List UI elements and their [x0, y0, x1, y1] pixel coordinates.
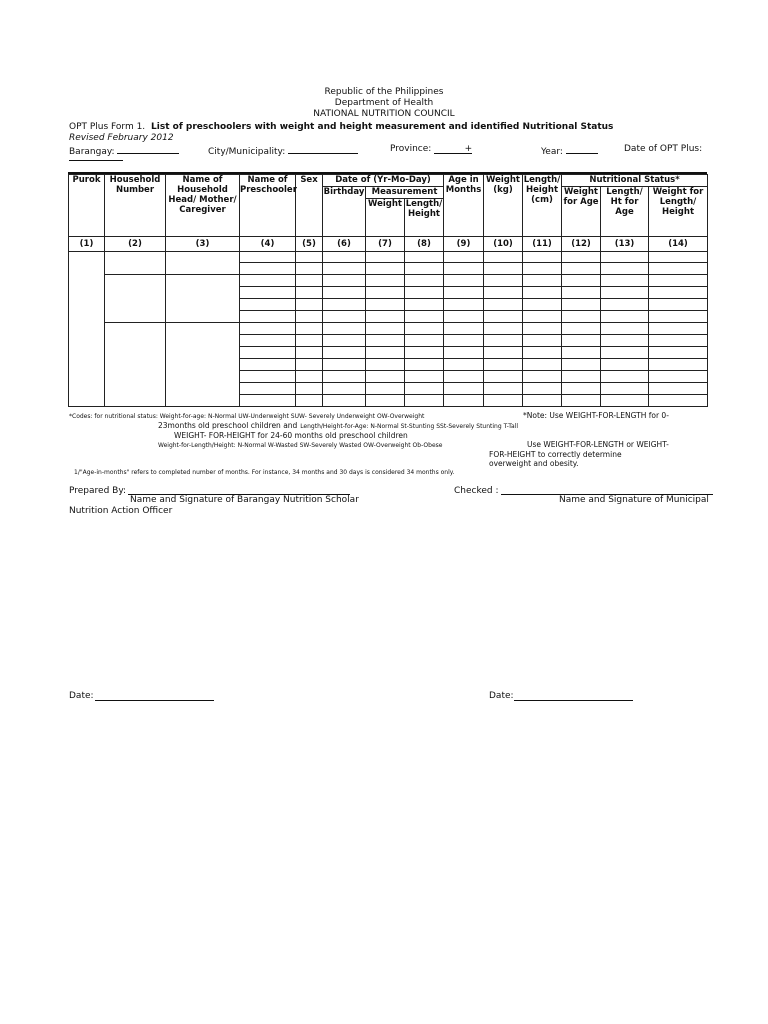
- province-label: Province:: [390, 144, 432, 154]
- household-number-cell[interactable]: [105, 323, 166, 407]
- col-number: (12): [562, 237, 601, 252]
- table-cell[interactable]: [240, 311, 296, 323]
- table-cell[interactable]: [649, 347, 708, 359]
- table-cell[interactable]: [405, 287, 444, 299]
- table-cell[interactable]: [323, 335, 366, 347]
- table-cell[interactable]: [444, 359, 484, 371]
- col-wfa: Weight for Age: [562, 187, 601, 237]
- table-cell[interactable]: [562, 287, 601, 299]
- opt-date-blank[interactable]: [69, 160, 123, 161]
- table-cell[interactable]: [323, 263, 366, 275]
- table-cell[interactable]: [444, 311, 484, 323]
- table-cell[interactable]: [405, 335, 444, 347]
- table-cell[interactable]: [405, 252, 444, 263]
- household-head-cell[interactable]: [166, 252, 240, 275]
- table-cell[interactable]: [366, 311, 405, 323]
- checked-row: [454, 486, 499, 497]
- table-cell[interactable]: [523, 347, 562, 359]
- household-head-cell[interactable]: [166, 323, 240, 407]
- table-cell[interactable]: [240, 299, 296, 311]
- table-cell[interactable]: [484, 323, 523, 335]
- table-cell[interactable]: [484, 287, 523, 299]
- table-cell[interactable]: [649, 299, 708, 311]
- col-number: (3): [166, 237, 240, 252]
- usage-note-3: WEIGHT- FOR-HEIGHT for 24-60 months old preschool children: [174, 431, 408, 440]
- table-cell[interactable]: [601, 383, 649, 395]
- usage-note-2: 23months old preschool children and: [158, 421, 298, 430]
- date-left-row: [69, 691, 94, 702]
- table-cell[interactable]: [405, 323, 444, 335]
- col-length-cm: Length/ Height (cm): [523, 175, 562, 237]
- table-cell[interactable]: [601, 263, 649, 275]
- col-number: (1): [69, 237, 105, 252]
- usage-note-4: Use WEIGHT-FOR-LENGTH or WEIGHT-: [527, 440, 669, 449]
- table-cell[interactable]: [601, 311, 649, 323]
- table-cell[interactable]: [562, 383, 601, 395]
- table-cell[interactable]: [484, 383, 523, 395]
- form-title-row: [69, 122, 613, 133]
- table-cell[interactable]: [240, 359, 296, 371]
- table-cell[interactable]: [523, 311, 562, 323]
- table-cell[interactable]: [366, 347, 405, 359]
- table-cell[interactable]: [240, 263, 296, 275]
- barangay-field[interactable]: [69, 144, 179, 158]
- table-cell[interactable]: [366, 395, 405, 407]
- year-label: Year:: [541, 147, 563, 157]
- table-cell[interactable]: [323, 347, 366, 359]
- col-birthday: Birthday: [323, 187, 366, 237]
- table-cell[interactable]: [444, 252, 484, 263]
- age-note: 1/"Age-in-months" refers to completed number of months. For instance, 34 months and 30 days is considered 34 months only.: [74, 469, 455, 476]
- table-cell[interactable]: [405, 347, 444, 359]
- table-cell[interactable]: [296, 252, 323, 263]
- col-number: (9): [444, 237, 484, 252]
- table-cell[interactable]: [240, 287, 296, 299]
- table-cell[interactable]: [562, 347, 601, 359]
- table-cell[interactable]: [649, 263, 708, 275]
- table-cell[interactable]: [296, 287, 323, 299]
- form-title: List of preschoolers with weight and height measurement and identified Nutritional Status: [151, 122, 614, 132]
- col-measurement: Measurement: [366, 187, 444, 199]
- table-cell[interactable]: [649, 335, 708, 347]
- purok-cell[interactable]: [69, 252, 105, 407]
- table-cell[interactable]: [649, 275, 708, 287]
- table-cell[interactable]: [484, 299, 523, 311]
- bns-caption: Name and Signature of Barangay Nutrition Scholar: [130, 495, 359, 505]
- table-cell[interactable]: [649, 383, 708, 395]
- table-cell[interactable]: [240, 371, 296, 383]
- table-cell[interactable]: [649, 371, 708, 383]
- table-cell[interactable]: [296, 275, 323, 287]
- table-cell[interactable]: [484, 347, 523, 359]
- table-cell[interactable]: [562, 359, 601, 371]
- table-cell[interactable]: [523, 263, 562, 275]
- date-right-label: Date:: [489, 691, 514, 701]
- table-cell[interactable]: [366, 323, 405, 335]
- col-number: (11): [523, 237, 562, 252]
- table-cell[interactable]: [444, 347, 484, 359]
- year-blank[interactable]: [566, 144, 598, 154]
- table-cell[interactable]: [562, 371, 601, 383]
- table-cell[interactable]: [649, 287, 708, 299]
- table-cell[interactable]: [323, 287, 366, 299]
- table-cell[interactable]: [444, 275, 484, 287]
- col-lfa: Length/ Ht for Age: [601, 187, 649, 237]
- table-cell[interactable]: [366, 383, 405, 395]
- table-cell[interactable]: [484, 359, 523, 371]
- table-cell[interactable]: [601, 395, 649, 407]
- col-number: (5): [296, 237, 323, 252]
- table-cell[interactable]: [523, 359, 562, 371]
- table-cell[interactable]: [523, 371, 562, 383]
- table-cell[interactable]: [444, 287, 484, 299]
- table-cell[interactable]: [649, 252, 708, 263]
- table-cell[interactable]: [405, 359, 444, 371]
- date-left-label: Date:: [69, 691, 94, 701]
- table-cell[interactable]: [405, 395, 444, 407]
- header-nnc: NATIONAL NUTRITION COUNCIL: [313, 109, 455, 119]
- province-blank[interactable]: [434, 144, 472, 154]
- table-cell[interactable]: [405, 383, 444, 395]
- household-number-cell[interactable]: [105, 275, 166, 323]
- table-cell[interactable]: [366, 371, 405, 383]
- table-cell[interactable]: [484, 371, 523, 383]
- table-cell[interactable]: [444, 263, 484, 275]
- table-cell[interactable]: [484, 275, 523, 287]
- date-right-row: [489, 691, 514, 702]
- col-number: (2): [105, 237, 166, 252]
- opt-date-label: Date of OPT Plus:: [624, 144, 703, 154]
- col-wfl: Weight for Length/ Height: [649, 187, 708, 237]
- col-number: (6): [323, 237, 366, 252]
- table-cell[interactable]: [366, 287, 405, 299]
- usage-note-5: FOR-HEIGHT to correctly determine: [489, 450, 622, 459]
- revised-date: Revised February 2012: [69, 133, 174, 143]
- col-age: Age in Months: [444, 175, 484, 237]
- table-cell[interactable]: [366, 299, 405, 311]
- table-cell[interactable]: [601, 299, 649, 311]
- opt-date-field[interactable]: [624, 144, 702, 155]
- table-cell[interactable]: [562, 335, 601, 347]
- table-cell[interactable]: [405, 275, 444, 287]
- city-field[interactable]: [208, 144, 358, 158]
- table-cell[interactable]: [523, 252, 562, 263]
- usage-note-6: overweight and obesity.: [489, 459, 579, 468]
- table-cell[interactable]: [601, 252, 649, 263]
- table-cell[interactable]: [523, 287, 562, 299]
- col-number: (10): [484, 237, 523, 252]
- table-cell[interactable]: [523, 275, 562, 287]
- table-cell[interactable]: [523, 335, 562, 347]
- table-cell[interactable]: [240, 395, 296, 407]
- table-cell[interactable]: [601, 347, 649, 359]
- table-cell[interactable]: [323, 299, 366, 311]
- province-mark: +: [464, 144, 473, 154]
- lfa-codes-note: Length/Height-for-Age: N-Normal St-Stunting SSt-Severely Stunting T-Tall: [300, 423, 518, 430]
- table-cell[interactable]: [240, 252, 296, 263]
- table-cell[interactable]: [366, 335, 405, 347]
- col-household-head: Name of Household Head/ Mother/ Caregiver: [166, 175, 240, 237]
- table-cell[interactable]: [296, 335, 323, 347]
- table-cell[interactable]: [323, 275, 366, 287]
- table-cell[interactable]: [484, 252, 523, 263]
- table-cell[interactable]: [366, 275, 405, 287]
- col-preschooler: Name of Preschooler: [240, 175, 296, 237]
- table-cell[interactable]: [323, 371, 366, 383]
- table-cell[interactable]: [323, 359, 366, 371]
- table-cell[interactable]: [562, 263, 601, 275]
- table-cell[interactable]: [444, 335, 484, 347]
- table-cell[interactable]: [601, 287, 649, 299]
- table-cell[interactable]: [523, 383, 562, 395]
- table-cell[interactable]: [649, 395, 708, 407]
- city-blank[interactable]: [288, 144, 358, 154]
- col-weight: Weight: [366, 199, 405, 237]
- table-cell[interactable]: [240, 323, 296, 335]
- col-length-height: Length/ Height: [405, 199, 444, 237]
- table-cell[interactable]: [405, 299, 444, 311]
- table-cell[interactable]: [366, 263, 405, 275]
- table-cell[interactable]: [296, 299, 323, 311]
- barangay-label: Barangay:: [69, 147, 115, 157]
- city-label: City/Municipality:: [208, 147, 286, 157]
- table-cell[interactable]: [601, 371, 649, 383]
- form-prefix: OPT Plus Form 1.: [69, 122, 146, 132]
- table-cell[interactable]: [323, 383, 366, 395]
- usage-note-1: *Note: Use WEIGHT-FOR-LENGTH for 0-: [523, 411, 669, 420]
- table-cell[interactable]: [240, 347, 296, 359]
- officer-caption: Nutrition Action Officer: [69, 506, 173, 516]
- table-cell[interactable]: [562, 299, 601, 311]
- header-doh: Department of Health: [334, 98, 434, 108]
- municipal-caption: Name and Signature of Municipal: [559, 495, 709, 505]
- table-cell[interactable]: [323, 311, 366, 323]
- col-number: (13): [601, 237, 649, 252]
- table-cell[interactable]: [444, 299, 484, 311]
- table-cell[interactable]: [240, 275, 296, 287]
- table-cell[interactable]: [296, 263, 323, 275]
- province-field[interactable]: [390, 144, 472, 155]
- table-cell[interactable]: [366, 252, 405, 263]
- wfl-codes-note: Weight-for-Length/Height: N-Normal W-Wasted SW-Severely Wasted OW-Overweight Ob-Obese: [158, 442, 443, 449]
- table-cell[interactable]: [649, 359, 708, 371]
- table-cell[interactable]: [444, 371, 484, 383]
- col-number: (4): [240, 237, 296, 252]
- table-cell[interactable]: [444, 383, 484, 395]
- col-purok: Purok: [69, 175, 105, 237]
- col-number: (8): [405, 237, 444, 252]
- table-cell[interactable]: [296, 359, 323, 371]
- table-cell[interactable]: [484, 263, 523, 275]
- table-cell[interactable]: [240, 335, 296, 347]
- col-nutritional-status: Nutritional Status*: [562, 175, 708, 187]
- table-cell[interactable]: [323, 323, 366, 335]
- notes-line-2: [158, 421, 518, 431]
- table-cell[interactable]: [562, 323, 601, 335]
- table-cell[interactable]: [405, 311, 444, 323]
- table-cell[interactable]: [484, 395, 523, 407]
- col-number: (14): [649, 237, 708, 252]
- table-cell[interactable]: [601, 323, 649, 335]
- table-cell[interactable]: [405, 263, 444, 275]
- table-cell[interactable]: [444, 395, 484, 407]
- table-cell[interactable]: [296, 311, 323, 323]
- table-cell[interactable]: [562, 275, 601, 287]
- table-cell[interactable]: [296, 383, 323, 395]
- table-cell[interactable]: [562, 311, 601, 323]
- table-cell[interactable]: [405, 371, 444, 383]
- table-cell[interactable]: [323, 395, 366, 407]
- preschooler-table: [68, 174, 708, 407]
- table-cell[interactable]: [649, 323, 708, 335]
- table-cell[interactable]: [240, 383, 296, 395]
- date-right-line[interactable]: [514, 700, 633, 701]
- prepared-by-label: Prepared By:: [69, 486, 127, 496]
- table-cell[interactable]: [562, 252, 601, 263]
- table-cell[interactable]: [323, 252, 366, 263]
- header-republic: Republic of the Philippines: [324, 87, 444, 97]
- table-cell[interactable]: [296, 323, 323, 335]
- table-cell[interactable]: [601, 335, 649, 347]
- col-sex: Sex: [296, 175, 323, 237]
- table-cell[interactable]: [296, 395, 323, 407]
- table-cell[interactable]: [523, 323, 562, 335]
- col-weight-kg: Weight (kg): [484, 175, 523, 237]
- table-cell[interactable]: [649, 311, 708, 323]
- codes-note: *Codes: for nutritional status: Weight-for-age: N-Normal UW-Underweight SUW- Severely Underweight OW-Overweight: [69, 413, 425, 420]
- table-cell[interactable]: [366, 359, 405, 371]
- table-cell[interactable]: [296, 371, 323, 383]
- table-cell[interactable]: [523, 395, 562, 407]
- checked-label: Checked :: [454, 486, 499, 496]
- date-left-line[interactable]: [95, 700, 214, 701]
- table-cell[interactable]: [562, 395, 601, 407]
- col-number: (7): [366, 237, 405, 252]
- table-cell[interactable]: [484, 335, 523, 347]
- year-field[interactable]: [541, 144, 598, 158]
- table-cell[interactable]: [601, 359, 649, 371]
- household-head-cell[interactable]: [166, 275, 240, 323]
- barangay-blank[interactable]: [117, 144, 179, 154]
- household-number-cell[interactable]: [105, 252, 166, 275]
- table-cell[interactable]: [601, 275, 649, 287]
- table-cell[interactable]: [444, 323, 484, 335]
- col-date-group: Date of (Yr-Mo-Day): [323, 175, 444, 187]
- col-household-number: Household Number: [105, 175, 166, 237]
- table-cell[interactable]: [296, 347, 323, 359]
- table-cell[interactable]: [484, 311, 523, 323]
- prepared-by-row: [69, 486, 126, 497]
- table-cell[interactable]: [523, 299, 562, 311]
